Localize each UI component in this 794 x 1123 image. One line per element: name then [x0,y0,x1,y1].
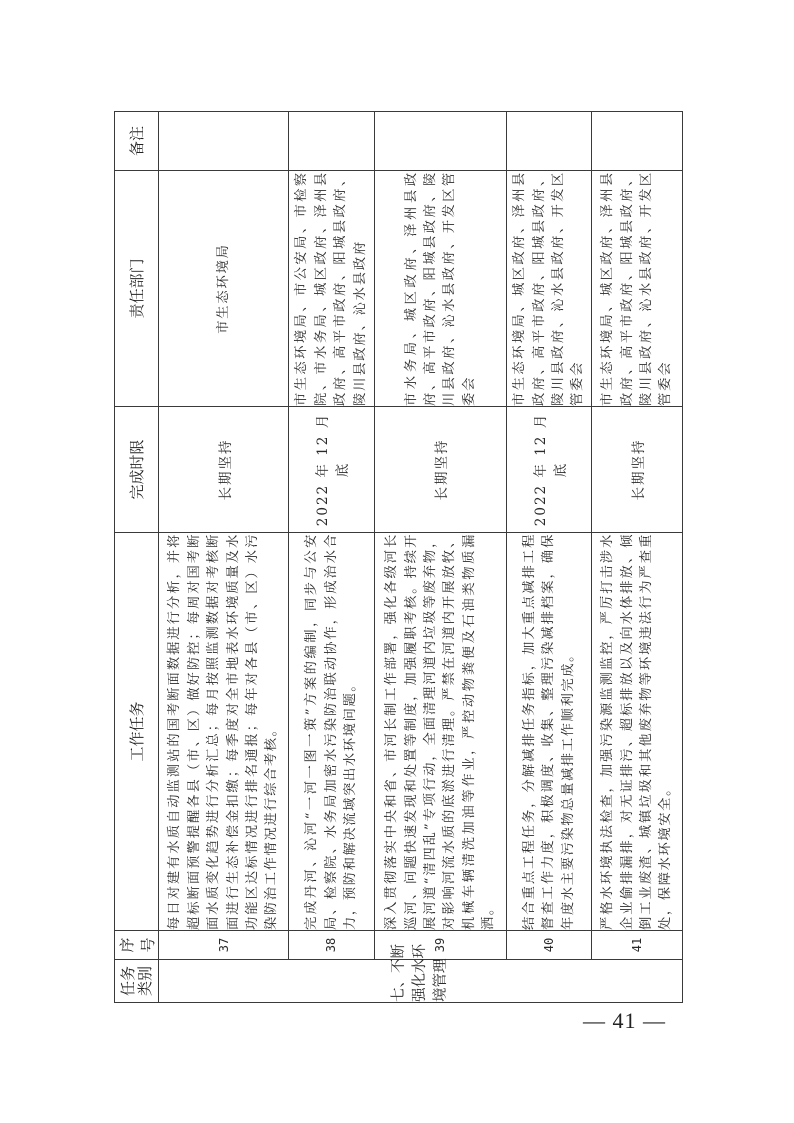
row-department: 市生态环境局、城区政府、泽州县政府、高平市政府、阳城县政府、陵川县政府、沁水县政府、开发区管委会 [591,171,682,407]
header-department: 责任部门 [115,171,159,407]
header-number: 序号 [115,931,159,960]
row-task: 结合重点工程任务，分解减排任务指标，加大重点减排工程督查工作力度，积极调度、收集、整理污染减排档案，确保年度水主要污染物总量减排工作顺利完成。 [507,533,592,931]
row-number: 41 [591,931,682,960]
row-department: 市生态环境局 [159,171,288,407]
header-category-line1: 任务 [118,966,137,997]
header-task: 工作任务 [115,533,159,931]
header-deadline: 完成时限 [115,407,159,533]
row-task: 深入贯彻落实中央和省、市河长制工作部署，强化各级河长巡河、问题快速发现和处置等制度，加强履职考核。持续开展河道“清四乱”专项行动，全面清理河道内垃圾等废弃物，对影响河流水质的底淤进行清理。严禁在河道内开展放牧、机械车辆清洗加油等作业，严控动物粪便及石油类物质漏洒。 [374,533,506,931]
table-row [374,112,506,1003]
row-department: 市生态环境局、城区政府、泽州县政府、高平市政府、阳城县政府、陵川县政府、沁水县政府、开发区管委会 [507,171,592,407]
header-category-line2: 类别 [135,966,154,997]
header-remarks: 备注 [115,112,159,171]
row-deadline: 2022 年 12 月底 [288,407,374,533]
row-remarks [507,112,592,171]
row-deadline: 长期坚持 [374,407,506,533]
table-row [288,112,374,1003]
table-header-row [115,112,159,1003]
row-remarks [591,112,682,171]
row-number: 37 [159,931,288,960]
table-row [159,112,288,1003]
row-deadline: 长期坚持 [591,407,682,533]
row-department: 市水务局、城区政府、泽州县政府、高平市政府、阳城县政府、陵川县政府、沁水县政府、开发区管委会 [374,171,506,407]
row-task: 严格水环境执法检查，加强污染源监测监控，严厉打击涉水企业偷排漏排，对无证排污、超标排放以及向水体排放、倾倒工业废渣、城镇垃圾和其他废弃物等环境违法行为严查重处，保障水环境安全。 [591,533,682,931]
row-number: 40 [507,931,592,960]
row-task: 完成丹河、沁河“一河一图一策”方案的编制，同步与公安局、检察院、水务局加密水污染防治联动协作，形成治水合力，预防和解决流域突出水环境问题。 [288,533,374,931]
header-category [115,960,159,1003]
category-label: 七、不断强化水环境管理 [391,944,450,1002]
row-task: 每日对建有水质自动监测站的国考断面数据进行分析，并将超标断面预警提醒各县（市、区）做好防控；每周对国考断面水质变化趋势进行分析汇总；每月按照监测数据对考核断面进行生态补偿金扣缴；每季度对全市地表水环境质量及水功能区达标情况进行排名通报；每年对各县（市、区）水污染防治工作情况进行综合考核。 [159,533,288,931]
row-number: 38 [288,931,374,960]
row-department: 市生态环境局、市公安局、市检察院、市水务局、城区政府、泽州县政府、高平市政府、阳城县政府、陵川县政府、沁水县政府 [288,171,374,407]
rotated-table-container [114,112,683,1003]
table-row [591,112,682,1003]
row-deadline: 2022 年 12 月底 [507,407,592,533]
row-number: 39 [374,931,506,960]
task-table [114,111,683,1003]
row-remarks [288,112,374,171]
page-number: — 41 — [583,1008,666,1033]
row-deadline: 长期坚持 [159,407,288,533]
row-remarks [159,112,288,171]
table-row [507,112,592,1003]
row-remarks [374,112,506,171]
